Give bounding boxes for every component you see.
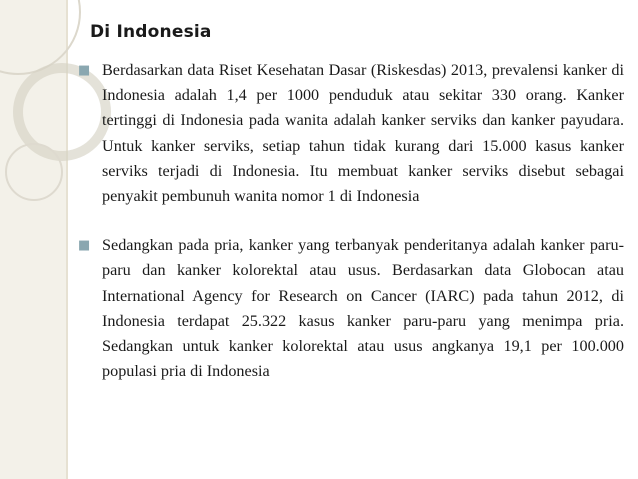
- slide-title: Di Indonesia: [90, 22, 212, 42]
- decorative-circle-small: [6, 144, 62, 200]
- bullet-text: Berdasarkan data Riset Kesehatan Dasar (Riskesdas) 2013, prevalensi kanker di Indonesia adalah 1,4 per 1000 penduduk atau sekitar 330 orang. Kanker tertinggi di Indonesia pada wanita adalah kanker serviks dan kanker payudara. Untuk kanker serviks, setiap tahun tidak kurang dari 15.000 kasus kanker serviks terjadi di Indonesia. Itu membuat kanker serviks disebut sebagai penyakit pembunuh wanita nomor 1 di Indonesia: [102, 61, 624, 206]
- square-bullet-icon: ■: [78, 238, 91, 254]
- square-bullet-icon: ■: [78, 63, 91, 78]
- bullet-text: Sedangkan pada pria, kanker yang terbanyak penderitanya adalah kanker paru-paru dan kanker kolorektal atau usus. Berdasarkan data Globocan atau International Agency for Research on Cancer (IARC) pada tahun 2012, di Indonesia terdapat 25.322 kasus kanker paru-paru yang menimpa pria. Sedangkan untuk kanker kolorektal atau usus angkanya 19,1 per 100.000 populasi pria di Indonesia: [102, 236, 624, 381]
- decorative-circle-large: [0, 0, 80, 74]
- bullet-item: [74, 58, 624, 209]
- slide-body: [74, 58, 624, 384]
- bullet-item: [74, 233, 624, 384]
